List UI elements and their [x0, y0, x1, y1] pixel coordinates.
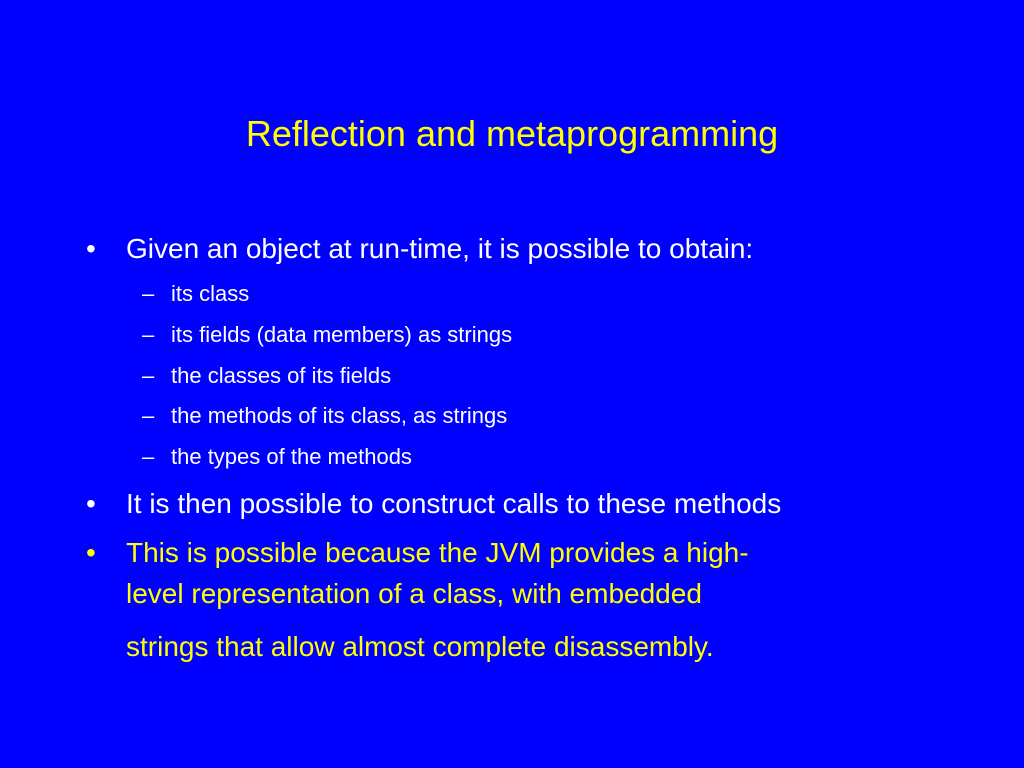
sub-item-text: its fields (data members) as strings	[171, 322, 513, 347]
sub-item-text: the types of the methods	[171, 444, 412, 469]
slide-title: Reflection and metaprogramming	[245, 113, 779, 154]
bullet-text-line: strings that allow almost complete disassembly.	[126, 631, 714, 662]
sub-item-marker: –	[142, 403, 155, 428]
bullet-marker: •	[86, 233, 96, 264]
sub-item-marker: –	[142, 281, 155, 306]
bullet-marker: •	[86, 537, 96, 568]
sub-item-marker: –	[142, 322, 155, 347]
sub-item-text: the methods of its class, as strings	[171, 403, 508, 428]
bullet-text: Given an object at run-time, it is possible to obtain:	[126, 233, 754, 264]
bullet-text: It is then possible to construct calls to these methods	[126, 488, 782, 519]
sub-item-text: the classes of its fields	[171, 363, 392, 388]
bullet-text-line: level representation of a class, with embedded	[126, 578, 702, 609]
sub-item-marker: –	[142, 444, 155, 469]
bullet-item-highlight	[0, 534, 1024, 674]
bullet-text-line: This is possible because the JVM provides a high-	[126, 537, 749, 568]
bullet-marker: •	[86, 488, 96, 519]
sub-item-text: its class	[171, 281, 250, 306]
sub-item-marker: –	[142, 363, 155, 388]
